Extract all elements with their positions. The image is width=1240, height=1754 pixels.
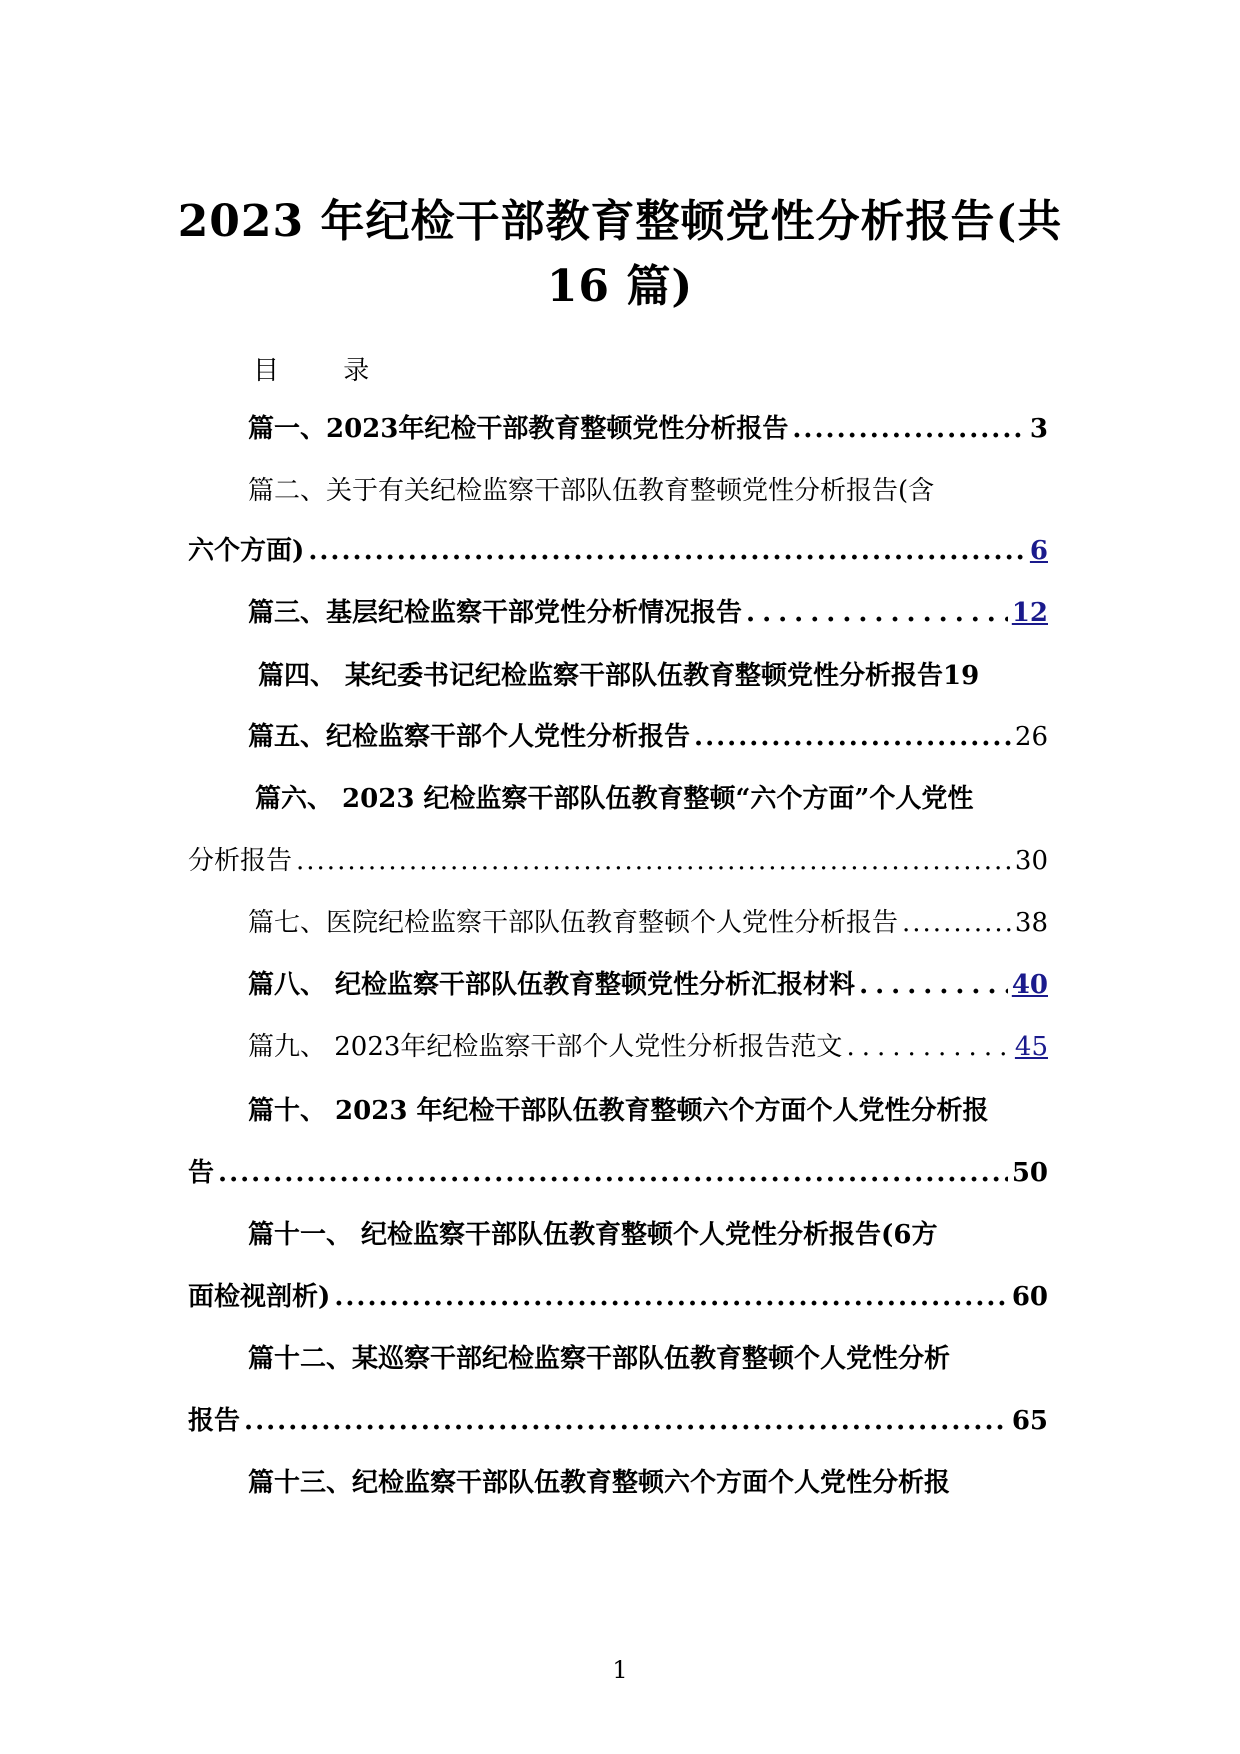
toc-heading: 目 录 (253, 356, 398, 386)
toc-entry-4[interactable]: 篇四、 某纪委书记纪检监察干部队伍教育整顿党性分析报告19 (258, 661, 980, 691)
toc-entry-text: 篇一、2023年纪检干部教育整顿党性分析报告 (248, 414, 789, 444)
toc-page-link[interactable]: 45 (1014, 1032, 1048, 1062)
toc-leader (334, 1282, 1008, 1312)
toc-entry-11-line-1: 篇十一、 纪检监察干部队伍教育整顿个人党性分析报告(6方 (248, 1220, 938, 1250)
toc-page-number: 65 (1011, 1406, 1048, 1436)
toc-entry-6-line-1: 篇六、 2023 纪检监察干部队伍教育整顿“六个方面”个人党性 (255, 784, 974, 814)
toc-entry-13-line-1[interactable]: 篇十三、纪检监察干部队伍教育整顿六个方面个人党性分析报 (248, 1468, 951, 1498)
toc-leader (244, 1406, 1008, 1436)
toc-entry-10-line-1: 篇十、 2023 年纪检干部队伍教育整顿六个方面个人党性分析报 (248, 1096, 989, 1126)
toc-page-number: 38 (1014, 908, 1048, 938)
toc-entry-text: 篇七、医院纪检监察干部队伍教育整顿个人党性分析报告 (248, 908, 899, 938)
page-number: 1 (612, 1656, 628, 1684)
toc-leader (218, 1158, 1008, 1188)
toc-leader (296, 846, 1011, 876)
toc-page-number: 3 (1029, 414, 1048, 444)
toc-entry-text: 面检视剖析) (188, 1282, 331, 1312)
toc-leader (308, 536, 1026, 566)
toc-entry-text: 六个方面) (188, 536, 305, 566)
toc-page-number: 30 (1014, 846, 1048, 876)
toc-entry-text: 告 (188, 1158, 215, 1188)
toc-entry-text: 篇九、 2023年纪检监察干部个人党性分析报告范文 (248, 1032, 843, 1062)
title-line-2: 16 篇) (546, 261, 694, 312)
toc-entry-5[interactable] (248, 716, 1048, 756)
toc-entry-2[interactable] (188, 530, 1048, 570)
toc-entry-text: 篇三、基层纪检监察干部党性分析情况报告 (248, 598, 743, 628)
toc-leader (746, 598, 1008, 628)
title-line-1: 2023 年纪检干部教育整顿党性分析报告(共 (177, 196, 1063, 247)
toc-entry-text: 篇五、纪检监察干部个人党性分析报告 (248, 722, 691, 752)
toc-entry-text: 篇八、 纪检监察干部队伍教育整顿党性分析汇报材料 (248, 970, 856, 1000)
toc-page-number: 50 (1011, 1158, 1048, 1188)
toc-entry-10[interactable] (188, 1152, 1048, 1192)
toc-entry-3[interactable] (248, 592, 1048, 632)
toc-page-number: 60 (1011, 1282, 1048, 1312)
toc-page-link[interactable]: 6 (1029, 536, 1048, 566)
toc-entry-1[interactable] (248, 408, 1048, 448)
toc-leader (859, 970, 1008, 1000)
toc-entry-text: 分析报告 (188, 846, 293, 876)
toc-page-link[interactable]: 12 (1011, 598, 1048, 628)
toc-page-number: 26 (1014, 722, 1048, 752)
toc-entry-12[interactable] (188, 1400, 1048, 1440)
toc-entry-12-line-1: 篇十二、某巡察干部纪检监察干部队伍教育整顿个人党性分析 (248, 1344, 951, 1374)
toc-page-link[interactable]: 40 (1011, 970, 1048, 1000)
toc-entry-11[interactable] (188, 1276, 1048, 1316)
toc-entry-2-line-1: 篇二、关于有关纪检监察干部队伍教育整顿党性分析报告(含 (248, 476, 935, 506)
toc-leader (902, 908, 1011, 938)
toc-entry-6[interactable] (188, 840, 1048, 880)
toc-leader (694, 722, 1011, 752)
toc-entry-text: 报告 (188, 1406, 241, 1436)
toc-leader (846, 1032, 1010, 1062)
toc-leader (792, 414, 1026, 444)
toc-entry-7[interactable] (248, 902, 1048, 942)
toc-entry-8[interactable] (248, 964, 1048, 1004)
toc-entry-9[interactable] (248, 1026, 1048, 1066)
